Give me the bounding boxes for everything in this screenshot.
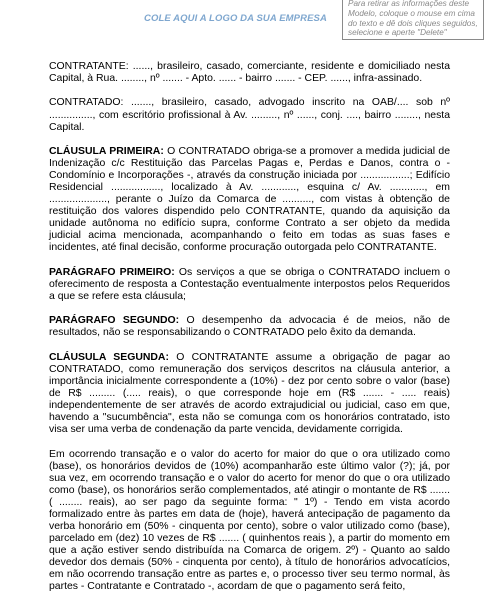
clausula-primeira-title: CLÁUSULA PRIMEIRA: xyxy=(49,146,164,158)
contract-body xyxy=(49,61,450,606)
clausula-primeira-text: O CONTRATADO obriga-se a promover a medida judicial de Indenização c/c Restituição das Parcelas Pagas e, Perdas e Danos, contra o - Condomínio e Incorporações -, através da construção iniciada por .................; Edifício Residencial ................., localizado à Av. ............, esquina c/ Av. ............, em ...................., perante o Juízo da Comarca de .........., com vistas à obtenção de restituição dos valores dispendido pelo CONTRATANTE, quando da aquisição da unidade autônoma no edifício supra, conforme Contrato a ser objeto da medida judicial acima mencionada, acompanhando o feito em todas as suas fases e incidentes, até final decisão, conforme procuração outorgada pelo CONTRATANTE. xyxy=(49,146,451,254)
paragrafo-primeiro-text: Os serviços a que se obriga o CONTRATADO incluem o oferecimento de resposta a Contestação eventualmente interpostos pelos Requeridos a que se refere esta cláusula; xyxy=(49,266,450,302)
contratado-paragraph: CONTRATADO: ......., brasileiro, casado, advogado inscrito na OAB/.... sob nº ..............., com escritório profissional à Av. ........., nº ......, conj. ...., bairro ........, nesta Capital. xyxy=(49,97,450,133)
instructions-note: Para retirar as informações deste Modelo, coloque o mouse em cima do texto e dê dois cliques seguidos, selecione e aperte "Delete" xyxy=(342,0,484,40)
honorarios-paragraph: Em ocorrendo transação e o valor do acerto for maior do que o ora utilizado como (base), os honorários devidos de (10%) acompanharão este último valor (?); já, por sua vez, em ocorrendo transação e o valor do acerto for menor do que o ora utilizado como (base), os honorários serão complementados, até atingir o montante de R$ ....... ( ........ reais), ao ser pago da seguinte forma: " 1º) - Tendo em vista acordo formalizado entre às partes em data de (hoje), haverá antecipação de pagamento da verba honorário em (50% - cinquenta por cento), sobre o valor utilizado como (base), parcelado em (dez) 10 vezes de R$ ....... ( quinhentos reais ), a partir do momento em que a ação estiver sendo distribuída na Comarca de origem. 2º) - Quanto ao saldo devedor dos demais (50% - cinquenta por cento), à título de honorários advocatícios, em não ocorrendo transação entre as partes e, o processo tiver seu termo normal, às partes - Contratante e Contratado -, acordam de que o pagamento será feito, xyxy=(49,448,450,593)
paragrafo-primeiro-paragraph xyxy=(49,267,450,303)
contratante-paragraph: CONTRATANTE: ......, brasileiro, casado, comerciante, residente e domiciliado nesta Capital, à Rua. ........, nº ....... - Apto. ...... - bairro ....... - CEP. ......, infra-assinado. xyxy=(49,61,450,85)
clausula-primeira-paragraph xyxy=(49,146,450,254)
paragrafo-segundo-text: O desempenho da advocacia é de meios, não de resultados, não se responsabilizando o CONTRATADO pelo êxito da demanda. xyxy=(49,315,450,339)
paragrafo-segundo-paragraph xyxy=(49,315,450,339)
clausula-segunda-paragraph xyxy=(49,352,450,436)
clausula-segunda-text: O CONTRATANTE assume a obrigação de pagar ao CONTRATADO, como remuneração dos serviços descritos na cláusula anterior, a importância inicialmente correspondente a (10%) - dez por cento sobre o valor (base) de R$ ......... (..... reais), o que corresponde hoje em (R$ ....... - ..... reais) independentemente de ser através de acordo extrajudicial ou judicial, caso em que, havendo a "sucumbência", esta não se comunga com os honorários contratado, isto visa ser uma verba de condenação da parte vencida, devidamente corrigida. xyxy=(49,351,450,436)
paragrafo-primeiro-title: PARÁGRAFO PRIMEIRO: xyxy=(49,266,175,278)
clausula-segunda-title: CLÁUSULA SEGUNDA: xyxy=(49,351,169,363)
logo-placeholder: COLE AQUI A LOGO DA SUA EMPRESA xyxy=(144,13,327,24)
paragrafo-segundo-title: PARÁGRAFO SEGUNDO: xyxy=(49,315,180,327)
